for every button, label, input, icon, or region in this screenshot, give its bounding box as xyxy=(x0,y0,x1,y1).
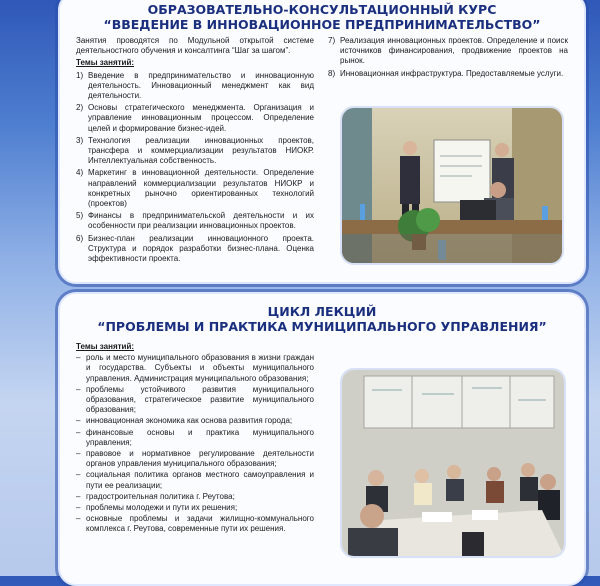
lectures-left-column xyxy=(76,342,314,535)
course-right-column xyxy=(328,36,568,79)
course-left-column xyxy=(76,36,314,264)
lectures-meeting-photo xyxy=(340,368,566,558)
course-title-line2: “ВВЕДЕНИЕ В ИННОВАЦИОННОЕ ПРЕДПРИНИМАТЕЛЬСТВО” xyxy=(103,17,541,32)
topic-text: Основы стратегического менеджмента. Организация и управление инновационным процессом. Определение целей и формирование бизнес-идей. xyxy=(88,103,314,133)
lecture-topic-item: – проблемы молодежи и пути их решения; xyxy=(76,503,314,513)
lecture-topic-item: – правовое и нормативное регулирование деятельности органов управления муниципального образования; xyxy=(76,449,314,469)
course-topic-item xyxy=(328,36,568,67)
course-topic-item xyxy=(76,211,314,231)
topic-number: 8) xyxy=(328,68,336,78)
course-topic-item xyxy=(76,234,314,265)
course-card xyxy=(58,0,586,284)
topic-number: 2) xyxy=(76,103,84,113)
course-topics-list-right xyxy=(328,36,568,79)
topic-number: 5) xyxy=(76,211,84,221)
topic-text: Технология реализации инновационных проектов, трансфера и коммерциализации результатов НИОКР. Интеллектуальная собственность. xyxy=(88,135,314,166)
topic-text: Инновационная инфраструктура. Предоставляемые услуги. xyxy=(340,68,564,78)
topic-number: 6) xyxy=(76,233,84,243)
lectures-title-line2: “ПРОБЛЕМЫ И ПРАКТИКА МУНИЦИПАЛЬНОГО УПРАВЛЕНИЯ” xyxy=(97,319,547,334)
course-topics-list xyxy=(76,71,314,265)
lectures-card xyxy=(58,292,586,586)
course-topic-item xyxy=(76,71,314,102)
lecture-topic-item: – инновационная экономика как основа развития города; xyxy=(76,416,314,426)
lectures-topics-list xyxy=(76,353,314,534)
topic-text: Реализация инновационных проектов. Определение и поиск источников финансирования, продвижение проектов на рынок. xyxy=(340,36,568,66)
course-intro: Занятия проводятся по Модульной открытой системе деятельностного обучения и консалтинга “Шаг за шагом”. xyxy=(76,36,314,56)
lecture-topic-item: – основные проблемы и задачи жилищно-коммунального комплекса г. Реутова, современные пути их решения. xyxy=(76,514,314,534)
topic-text: Бизнес-план реализации инновационного проекта. Структура и порядок разработки бизнес-плана. Оценка эффективности проекта. xyxy=(88,233,314,264)
meeting-photo-image xyxy=(342,370,564,556)
lectures-topics-heading: Темы занятий: xyxy=(76,342,135,351)
course-topic-item xyxy=(328,69,568,79)
lectures-title xyxy=(60,304,584,334)
course-title-line1: ОБРАЗОВАТЕЛЬНО-КОНСУЛЬТАЦИОННЫЙ КУРС xyxy=(147,2,497,17)
topic-number: 1) xyxy=(76,70,84,80)
course-topic-item xyxy=(76,168,314,209)
topic-text: Введение в предпринимательство и инновационную деятельность. Инновационный менеджмент как вид деятельности. xyxy=(88,70,314,101)
course-title xyxy=(60,2,584,32)
lectures-title-line1: ЦИКЛ ЛЕКЦИЙ xyxy=(267,304,377,319)
course-topic-item xyxy=(76,103,314,134)
lecture-topic-item: – проблемы устойчивого развития муниципального образования, стратегическое развитие муниципального образования; xyxy=(76,385,314,416)
seminar-photo-image xyxy=(342,108,562,263)
topic-number: 4) xyxy=(76,168,84,178)
lecture-topic-item: – роль и место муниципального образования в жизни граждан и государства. Субъекты и объекты муниципального управления. Администрация муниципального образования; xyxy=(76,353,314,384)
topic-text: Финансы в предпринимательской деятельности и их особенности при реализации инновационных проектов. xyxy=(88,211,314,231)
course-topics-heading: Темы занятий: xyxy=(76,58,135,68)
topic-number: 7) xyxy=(328,36,336,45)
topic-text: Маркетинг в инновационной деятельности. Определение направлений коммерциализации результатов НИОКР и конкретных рыночно ориентированных технологий (проектов) xyxy=(88,168,314,209)
lecture-topic-item: – финансовые основы и практика муниципального управления; xyxy=(76,428,314,448)
lecture-topic-item: – социальная политика органов местного самоуправления и пути ее реализации; xyxy=(76,470,314,490)
course-topic-item xyxy=(76,136,314,167)
topic-number: 3) xyxy=(76,135,84,145)
lecture-topic-item: – градостроительная политика г. Реутова; xyxy=(76,492,314,502)
course-seminar-photo xyxy=(340,106,564,265)
